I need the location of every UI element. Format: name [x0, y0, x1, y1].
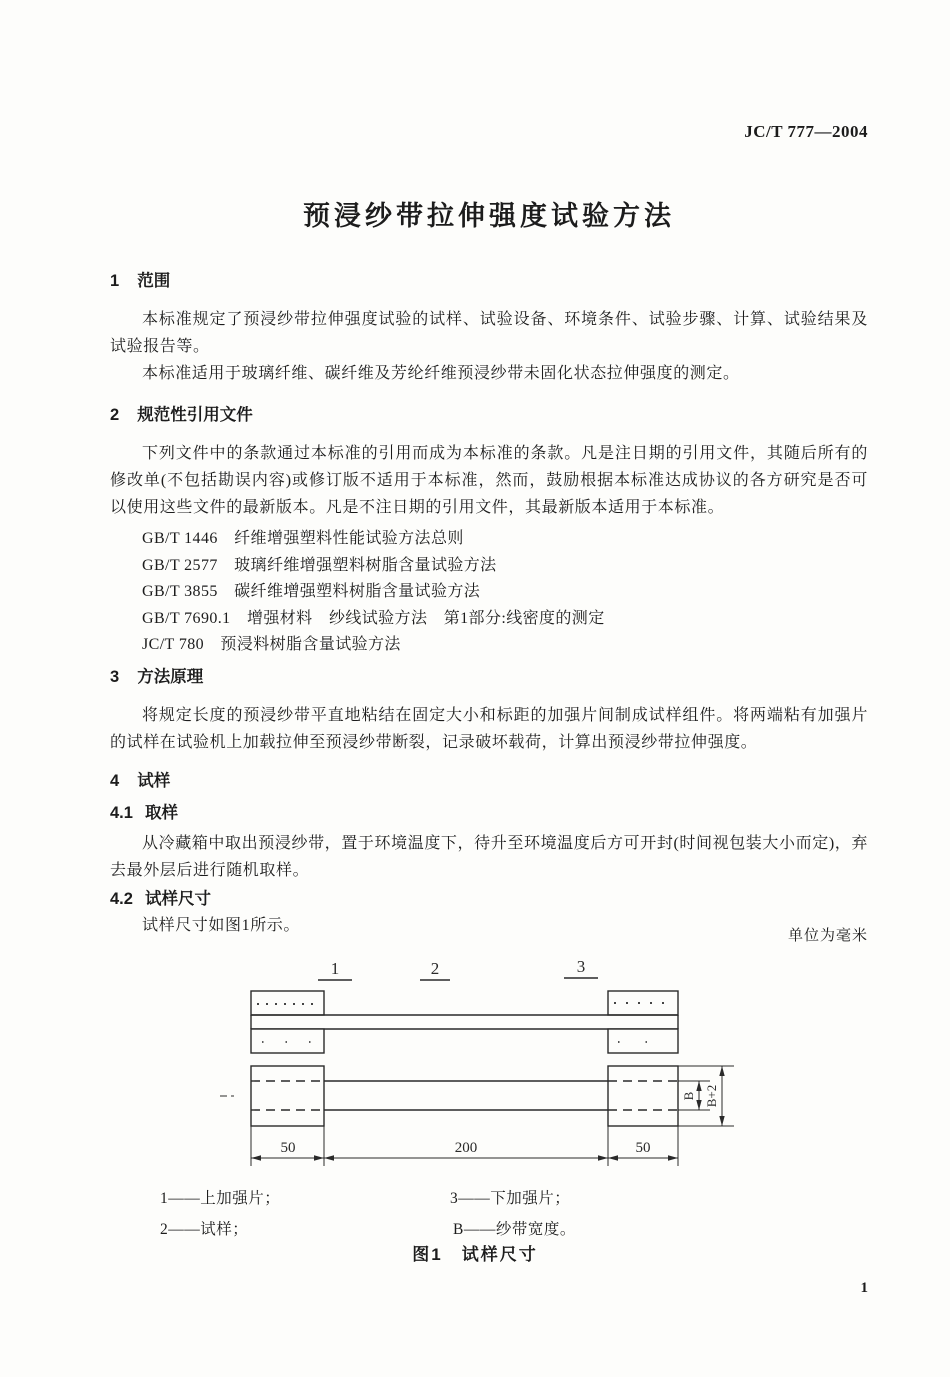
section-3-paragraph: 将规定长度的预浸纱带平直地粘结在固定大小和标距的加强片间制成试样组件。将两端粘有加强片的试样在试验机上加载拉伸至预浸纱带断裂，记录破坏载荷，计算出预浸纱带拉伸强度。	[110, 707, 868, 751]
section-1-paragraph-2: 本标准适用于玻璃纤维、碳纤维及芳纶纤维预浸纱带未固化状态拉伸强度的测定。	[142, 365, 740, 382]
section-4-title: 试样	[137, 772, 171, 790]
reference-list	[110, 526, 868, 659]
reference-item: GB/T 2577 玻璃纤维增强塑料树脂含量试验方法	[142, 556, 497, 574]
section-specimen	[110, 770, 868, 939]
section-3-title: 方法原理	[137, 668, 204, 686]
plan-tab-right-rect	[608, 1066, 678, 1126]
section-2-title: 规范性引用文件	[137, 406, 253, 424]
reference-item: GB/T 3855 碳纤维增强塑料树脂含量试验方法	[142, 583, 481, 600]
section-2-number: 2	[110, 406, 120, 424]
reference-item: GB/T 1446 纤维增强塑料性能试验方法总则	[142, 530, 464, 547]
upper-tab-right-rect	[608, 991, 678, 1015]
legend-item-2: 2——试样；	[160, 1221, 249, 1238]
dim-right-tab: 50	[635, 1140, 651, 1156]
figure-caption: 图1 试样尺寸	[412, 1245, 538, 1264]
legend-item-3: 3——下加强片；	[450, 1190, 571, 1207]
section-4-2-number: 4.2	[110, 890, 133, 908]
section-4-1-number: 4.1	[110, 804, 133, 822]
section-4-2-title: 试样尺寸	[144, 890, 211, 908]
dim-strip-width: B	[681, 1091, 696, 1101]
section-normative-references	[110, 404, 868, 659]
dim-tab-width: B+2	[704, 1084, 719, 1108]
section-4-number: 4	[110, 772, 120, 790]
specimen-drawing	[150, 946, 770, 1184]
section-1-title: 范围	[137, 272, 171, 290]
section-2-heading	[110, 404, 868, 426]
legend-item-1: 1——上加强片；	[160, 1190, 281, 1207]
section-4-heading	[110, 770, 868, 792]
legend-item-b: B——纱带宽度。	[453, 1221, 576, 1238]
reference-item: JC/T 780 预浸料树脂含量试验方法	[142, 636, 401, 653]
section-3-heading	[110, 666, 868, 688]
reference-item: GB/T 7690.1 增强材料 纱线试验方法 第1部分:线密度的测定	[142, 609, 605, 627]
callout-3-label: 3	[576, 957, 586, 976]
lower-tab-right-rect	[608, 1029, 678, 1053]
section-1-paragraph-1: 本标准规定了预浸纱带拉伸强度试验的试样、试验设备、环境条件、试验步骤、计算、试验结果及试验报告等。	[110, 311, 868, 355]
section-3-number: 3	[110, 668, 120, 686]
section-4-1-title: 取样	[144, 804, 178, 822]
dim-gauge-length: 200	[454, 1140, 478, 1156]
callout-1-label: 1	[330, 959, 340, 978]
section-1-number: 1	[110, 272, 120, 290]
section-4-2-heading	[110, 888, 868, 910]
figure-unit-note: 单位为毫米	[787, 928, 868, 944]
doc-number: JC/T 777—2004	[744, 122, 868, 141]
section-4-1-heading	[110, 802, 868, 824]
page-number: 1	[860, 1280, 868, 1296]
section-4-1-paragraph: 从冷藏箱中取出预浸纱带，置于环境温度下，待升至环境温度后方可开封(时间视包装大小而定)，弃去最外层后进行随机取样。	[110, 835, 868, 879]
plan-tab-left-rect	[251, 1066, 324, 1126]
page-title: 预浸纱带拉伸强度试验方法	[303, 201, 675, 231]
section-2-intro: 下列文件中的条款通过本标准的引用而成为本标准的条款。凡是注日期的引用文件，其随后所有的修改单(不包括勘误内容)或修订版不适用于本标准，然而，鼓励根据本标准达成协议的各方研究是否可以使用这些文件的最新版本。凡是不注日期的引用文件，其最新版本适用于本标准。	[110, 445, 868, 516]
lower-tab-left-rect	[251, 1029, 324, 1053]
callout-2-label: 2	[430, 959, 440, 978]
section-4-2-paragraph: 试样尺寸如图1所示。	[142, 917, 301, 934]
section-1-heading	[110, 270, 868, 292]
dim-left-tab: 50	[280, 1140, 296, 1156]
section-scope	[110, 270, 868, 387]
upper-tab-left-rect	[251, 991, 324, 1015]
figure-1-drawing	[150, 946, 770, 1184]
section-method-principle	[110, 666, 868, 756]
